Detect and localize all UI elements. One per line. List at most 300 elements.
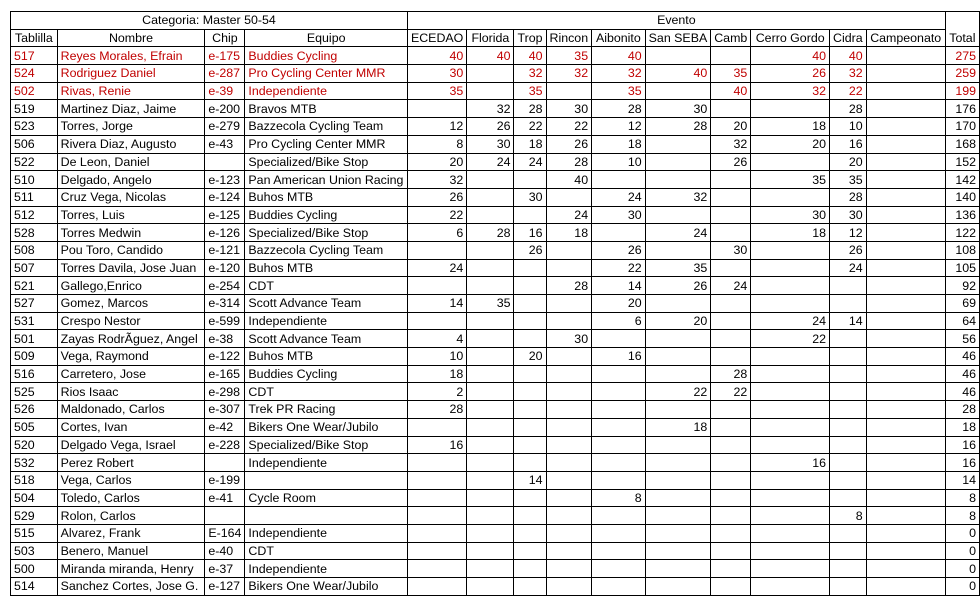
cell-tablilla: 527 — [11, 295, 58, 313]
cell-score: 8 — [407, 135, 466, 153]
cell-tablilla: 504 — [11, 489, 58, 507]
cell-score: 14 — [830, 312, 867, 330]
cell-equipo: Independiente — [245, 524, 408, 542]
col-event-rincon: Rincon — [546, 29, 592, 47]
cell-total: 142 — [945, 171, 979, 189]
cell-tablilla: 512 — [11, 206, 58, 224]
cell-score — [407, 241, 466, 259]
table-row — [11, 578, 980, 596]
cell-score: 20 — [407, 153, 466, 171]
cell-chip: e-254 — [205, 277, 245, 295]
cell-score — [711, 507, 751, 525]
cell-score — [514, 401, 546, 419]
cell-score — [546, 188, 592, 206]
cell-equipo: Buddies Cycling — [245, 365, 408, 383]
cell-nombre: Rodriguez Daniel — [57, 65, 205, 83]
cell-score — [407, 471, 466, 489]
cell-nombre: Rivera Diaz, Augusto — [57, 135, 205, 153]
table-row — [11, 312, 980, 330]
cell-score — [407, 454, 466, 472]
cell-chip: e-40 — [205, 542, 245, 560]
cell-score: 35 — [751, 171, 830, 189]
cell-chip — [205, 454, 245, 472]
cell-score: 40 — [830, 47, 867, 65]
cell-total: 16 — [945, 454, 979, 472]
cell-tablilla: 518 — [11, 471, 58, 489]
cell-score — [645, 578, 711, 596]
cell-score — [866, 100, 945, 118]
cell-score: 35 — [407, 82, 466, 100]
cell-score — [711, 454, 751, 472]
table-row — [11, 277, 980, 295]
cell-tablilla: 502 — [11, 82, 58, 100]
cell-score — [866, 383, 945, 401]
cell-score: 12 — [592, 118, 646, 136]
cell-score — [592, 578, 646, 596]
cell-equipo: Bazzecola Cycling Team — [245, 241, 408, 259]
cell-score — [830, 454, 867, 472]
cell-chip: e-228 — [205, 436, 245, 454]
cell-score — [467, 489, 514, 507]
cell-score — [711, 295, 751, 313]
cell-score — [467, 277, 514, 295]
cell-score — [546, 454, 592, 472]
cell-chip: e-599 — [205, 312, 245, 330]
cell-score — [645, 436, 711, 454]
cell-nombre: De Leon, Daniel — [57, 153, 205, 171]
cell-score — [830, 578, 867, 596]
col-event-ecedao: ECEDAO — [407, 29, 466, 47]
cell-chip: e-126 — [205, 224, 245, 242]
cell-score — [866, 82, 945, 100]
cell-tablilla: 505 — [11, 418, 58, 436]
cell-score — [645, 82, 711, 100]
cell-score — [546, 507, 592, 525]
cell-score — [592, 471, 646, 489]
cell-score: 26 — [830, 241, 867, 259]
cell-score — [467, 365, 514, 383]
cell-score: 26 — [751, 65, 830, 83]
cell-score — [866, 330, 945, 348]
cell-nombre: Rios Isaac — [57, 383, 205, 401]
cell-score: 20 — [830, 153, 867, 171]
cell-score — [866, 171, 945, 189]
cell-equipo: Bikers One Wear/Jubilo — [245, 578, 408, 596]
cell-total: 259 — [945, 65, 979, 83]
cell-total: 8 — [945, 489, 979, 507]
cell-score — [711, 436, 751, 454]
table-row — [11, 401, 980, 419]
table-row — [11, 454, 980, 472]
cell-score: 24 — [514, 153, 546, 171]
cell-equipo — [245, 507, 408, 525]
cell-score — [866, 454, 945, 472]
cell-score — [866, 224, 945, 242]
cell-score — [866, 188, 945, 206]
cell-score — [645, 454, 711, 472]
cell-score — [866, 489, 945, 507]
cell-score — [866, 118, 945, 136]
cell-total: 18 — [945, 418, 979, 436]
cell-score — [592, 560, 646, 578]
cell-equipo: Pro Cycling Center MMR — [245, 65, 408, 83]
col-event-florida: Florida — [467, 29, 514, 47]
cell-score — [866, 47, 945, 65]
cell-equipo: Independiente — [245, 560, 408, 578]
cell-score — [711, 489, 751, 507]
cell-score — [830, 489, 867, 507]
cell-score — [711, 47, 751, 65]
cell-score — [514, 524, 546, 542]
cell-score — [592, 454, 646, 472]
cell-chip: e-41 — [205, 489, 245, 507]
table-row — [11, 418, 980, 436]
cell-score: 26 — [467, 118, 514, 136]
cell-nombre: Miranda miranda, Henry — [57, 560, 205, 578]
cell-score: 28 — [645, 118, 711, 136]
table-row — [11, 241, 980, 259]
cell-equipo: Specialized/Bike Stop — [245, 224, 408, 242]
cell-chip: e-37 — [205, 560, 245, 578]
cell-chip: e-125 — [205, 206, 245, 224]
cell-nombre: Torres Medwin — [57, 224, 205, 242]
cell-total: 0 — [945, 524, 979, 542]
cell-score — [830, 295, 867, 313]
cell-total: 56 — [945, 330, 979, 348]
cell-score: 30 — [592, 206, 646, 224]
cell-tablilla: 526 — [11, 401, 58, 419]
cell-score: 20 — [645, 312, 711, 330]
table-row — [11, 507, 980, 525]
cell-chip: e-127 — [205, 578, 245, 596]
table-row — [11, 135, 980, 153]
cell-score: 32 — [592, 65, 646, 83]
cell-score: 28 — [546, 277, 592, 295]
cell-nombre: Torres Davila, Jose Juan — [57, 259, 205, 277]
cell-score — [645, 153, 711, 171]
cell-score — [467, 578, 514, 596]
cell-nombre: Cruz Vega, Nicolas — [57, 188, 205, 206]
col-nombre: Nombre — [57, 29, 205, 47]
cell-nombre: Sanchez Cortes, Jose G. — [57, 578, 205, 596]
cell-nombre: Zayas RodrÃguez, Angel — [57, 330, 205, 348]
cell-chip: e-165 — [205, 365, 245, 383]
cell-equipo: Buhos MTB — [245, 188, 408, 206]
cell-score: 22 — [711, 383, 751, 401]
cell-score: 24 — [751, 312, 830, 330]
table-row — [11, 188, 980, 206]
cell-score — [751, 560, 830, 578]
cell-total: 108 — [945, 241, 979, 259]
cell-score — [751, 241, 830, 259]
cell-tablilla: 510 — [11, 171, 58, 189]
cell-score — [711, 348, 751, 366]
cell-score: 28 — [592, 100, 646, 118]
cell-score: 26 — [546, 135, 592, 153]
cell-score: 35 — [467, 295, 514, 313]
cell-score: 40 — [645, 65, 711, 83]
cell-score — [467, 206, 514, 224]
cell-score — [645, 135, 711, 153]
cell-score — [592, 418, 646, 436]
cell-score — [592, 383, 646, 401]
cell-score: 26 — [645, 277, 711, 295]
cell-score: 30 — [751, 206, 830, 224]
col-chip: Chip — [205, 29, 245, 47]
cell-score — [751, 365, 830, 383]
cell-score: 32 — [407, 171, 466, 189]
cell-tablilla: 521 — [11, 277, 58, 295]
cell-score — [467, 471, 514, 489]
cell-score — [514, 330, 546, 348]
cell-score — [467, 454, 514, 472]
cell-score — [711, 418, 751, 436]
cell-equipo: Scott Advance Team — [245, 330, 408, 348]
cell-score: 40 — [467, 47, 514, 65]
cell-nombre: Reyes Morales, Efrain — [57, 47, 205, 65]
cell-chip: e-200 — [205, 100, 245, 118]
cell-score — [467, 383, 514, 401]
cell-score — [407, 507, 466, 525]
cell-nombre: Martinez Diaz, Jaime — [57, 100, 205, 118]
cell-score: 18 — [407, 365, 466, 383]
cell-score: 35 — [514, 82, 546, 100]
table-row — [11, 560, 980, 578]
cell-score: 30 — [830, 206, 867, 224]
cell-chip — [205, 153, 245, 171]
cell-tablilla: 503 — [11, 542, 58, 560]
cell-score — [866, 135, 945, 153]
cell-nombre: Carretero, Jose — [57, 365, 205, 383]
cell-tablilla: 525 — [11, 383, 58, 401]
cell-score — [467, 507, 514, 525]
cell-score — [592, 365, 646, 383]
cell-score — [830, 560, 867, 578]
cell-score — [467, 436, 514, 454]
cell-chip: e-314 — [205, 295, 245, 313]
cell-score — [467, 560, 514, 578]
cell-score: 40 — [592, 47, 646, 65]
cell-score — [467, 401, 514, 419]
cell-score — [645, 471, 711, 489]
cell-score — [645, 524, 711, 542]
col-tablilla: Tablilla — [11, 29, 58, 47]
cell-score: 32 — [830, 65, 867, 83]
cell-score: 35 — [711, 65, 751, 83]
cell-score: 35 — [645, 259, 711, 277]
cell-score — [866, 560, 945, 578]
cell-total: 16 — [945, 436, 979, 454]
cell-total: 46 — [945, 348, 979, 366]
cell-tablilla: 524 — [11, 65, 58, 83]
cell-score — [467, 312, 514, 330]
cell-score: 30 — [546, 330, 592, 348]
cell-score — [711, 542, 751, 560]
cell-score: 10 — [830, 118, 867, 136]
cell-nombre: Benero, Manuel — [57, 542, 205, 560]
total-header-spacer — [945, 12, 979, 30]
cell-score — [751, 100, 830, 118]
table-row — [11, 82, 980, 100]
cell-equipo: Bravos MTB — [245, 100, 408, 118]
cell-score — [514, 560, 546, 578]
cell-score — [751, 348, 830, 366]
cell-tablilla: 500 — [11, 560, 58, 578]
cell-score: 22 — [514, 118, 546, 136]
cell-chip: e-39 — [205, 82, 245, 100]
cell-score — [514, 383, 546, 401]
cell-score — [514, 507, 546, 525]
cell-score — [866, 578, 945, 596]
cell-score: 22 — [592, 259, 646, 277]
cell-tablilla: 517 — [11, 47, 58, 65]
cell-score — [514, 206, 546, 224]
cell-score — [407, 100, 466, 118]
cell-nombre: Pou Toro, Candido — [57, 241, 205, 259]
cell-equipo: Buddies Cycling — [245, 206, 408, 224]
cell-score — [645, 206, 711, 224]
cell-score — [711, 560, 751, 578]
cell-total: 28 — [945, 401, 979, 419]
cell-score — [467, 542, 514, 560]
cell-nombre: Delgado Vega, Israel — [57, 436, 205, 454]
cell-score — [866, 206, 945, 224]
col-event-trop: Trop — [514, 29, 546, 47]
cell-tablilla: 532 — [11, 454, 58, 472]
cell-score — [592, 330, 646, 348]
event-title: Evento — [407, 12, 945, 30]
cell-score — [546, 241, 592, 259]
cell-score: 16 — [751, 454, 830, 472]
cell-score: 6 — [407, 224, 466, 242]
cell-score: 14 — [592, 277, 646, 295]
cell-score: 35 — [546, 47, 592, 65]
cell-equipo — [245, 471, 408, 489]
cell-score — [514, 259, 546, 277]
cell-score: 22 — [830, 82, 867, 100]
table-row — [11, 259, 980, 277]
cell-score: 30 — [711, 241, 751, 259]
cell-total: 0 — [945, 578, 979, 596]
cell-score — [830, 471, 867, 489]
cell-score: 8 — [592, 489, 646, 507]
cell-score — [407, 312, 466, 330]
cell-score — [467, 171, 514, 189]
cell-total: 46 — [945, 383, 979, 401]
col-event-campeonato: Campeonato — [866, 29, 945, 47]
table-row — [11, 118, 980, 136]
cell-score: 28 — [711, 365, 751, 383]
cell-total: 8 — [945, 507, 979, 525]
cell-score — [711, 224, 751, 242]
cell-score — [645, 489, 711, 507]
cell-equipo: Independiente — [245, 454, 408, 472]
cell-score: 32 — [546, 65, 592, 83]
cell-nombre: Rolon, Carlos — [57, 507, 205, 525]
cell-score — [751, 436, 830, 454]
cell-score — [751, 188, 830, 206]
cell-score: 30 — [645, 100, 711, 118]
cell-score — [514, 454, 546, 472]
cell-score: 40 — [407, 47, 466, 65]
cell-total: 152 — [945, 153, 979, 171]
cell-nombre: Toledo, Carlos — [57, 489, 205, 507]
cell-tablilla: 514 — [11, 578, 58, 596]
cell-chip: e-38 — [205, 330, 245, 348]
cell-chip: e-279 — [205, 118, 245, 136]
col-equipo: Equipo — [245, 29, 408, 47]
cell-score — [546, 578, 592, 596]
cell-score — [830, 348, 867, 366]
cell-score — [645, 295, 711, 313]
cell-equipo: Buddies Cycling — [245, 47, 408, 65]
cell-score — [514, 312, 546, 330]
cell-tablilla: 506 — [11, 135, 58, 153]
cell-score — [467, 524, 514, 542]
cell-score: 24 — [592, 188, 646, 206]
cell-score — [711, 188, 751, 206]
cell-score — [830, 542, 867, 560]
cell-score — [514, 171, 546, 189]
cell-score — [830, 418, 867, 436]
cell-tablilla: 507 — [11, 259, 58, 277]
cell-score: 22 — [751, 330, 830, 348]
cell-score — [546, 560, 592, 578]
cell-total: 275 — [945, 47, 979, 65]
cell-score: 32 — [751, 82, 830, 100]
cell-score — [751, 277, 830, 295]
cell-score: 24 — [830, 259, 867, 277]
cell-score: 6 — [592, 312, 646, 330]
cell-score: 32 — [711, 135, 751, 153]
cell-score — [546, 259, 592, 277]
cell-score — [830, 524, 867, 542]
cell-score: 30 — [546, 100, 592, 118]
cell-score — [407, 277, 466, 295]
cell-score: 24 — [546, 206, 592, 224]
cell-score — [645, 401, 711, 419]
cell-score — [546, 312, 592, 330]
cell-score: 22 — [645, 383, 711, 401]
cell-score — [407, 578, 466, 596]
cell-score — [866, 542, 945, 560]
cell-score: 26 — [592, 241, 646, 259]
cell-equipo: Trek PR Racing — [245, 401, 408, 419]
cell-tablilla: 520 — [11, 436, 58, 454]
cell-chip: e-122 — [205, 348, 245, 366]
cell-total: 105 — [945, 259, 979, 277]
cell-score: 22 — [546, 118, 592, 136]
cell-score — [830, 383, 867, 401]
cell-score — [751, 153, 830, 171]
cell-score: 18 — [592, 135, 646, 153]
cell-nombre: Torres, Luis — [57, 206, 205, 224]
standings-body — [11, 47, 980, 595]
cell-chip: E-164 — [205, 524, 245, 542]
cell-tablilla: 515 — [11, 524, 58, 542]
cell-score: 18 — [751, 118, 830, 136]
cell-score: 26 — [711, 153, 751, 171]
cell-tablilla: 531 — [11, 312, 58, 330]
cell-score — [830, 401, 867, 419]
cell-score — [830, 436, 867, 454]
cell-chip: e-307 — [205, 401, 245, 419]
cell-score — [645, 241, 711, 259]
cell-score: 20 — [751, 135, 830, 153]
cell-score: 30 — [407, 65, 466, 83]
cell-score — [711, 312, 751, 330]
cell-score: 28 — [514, 100, 546, 118]
